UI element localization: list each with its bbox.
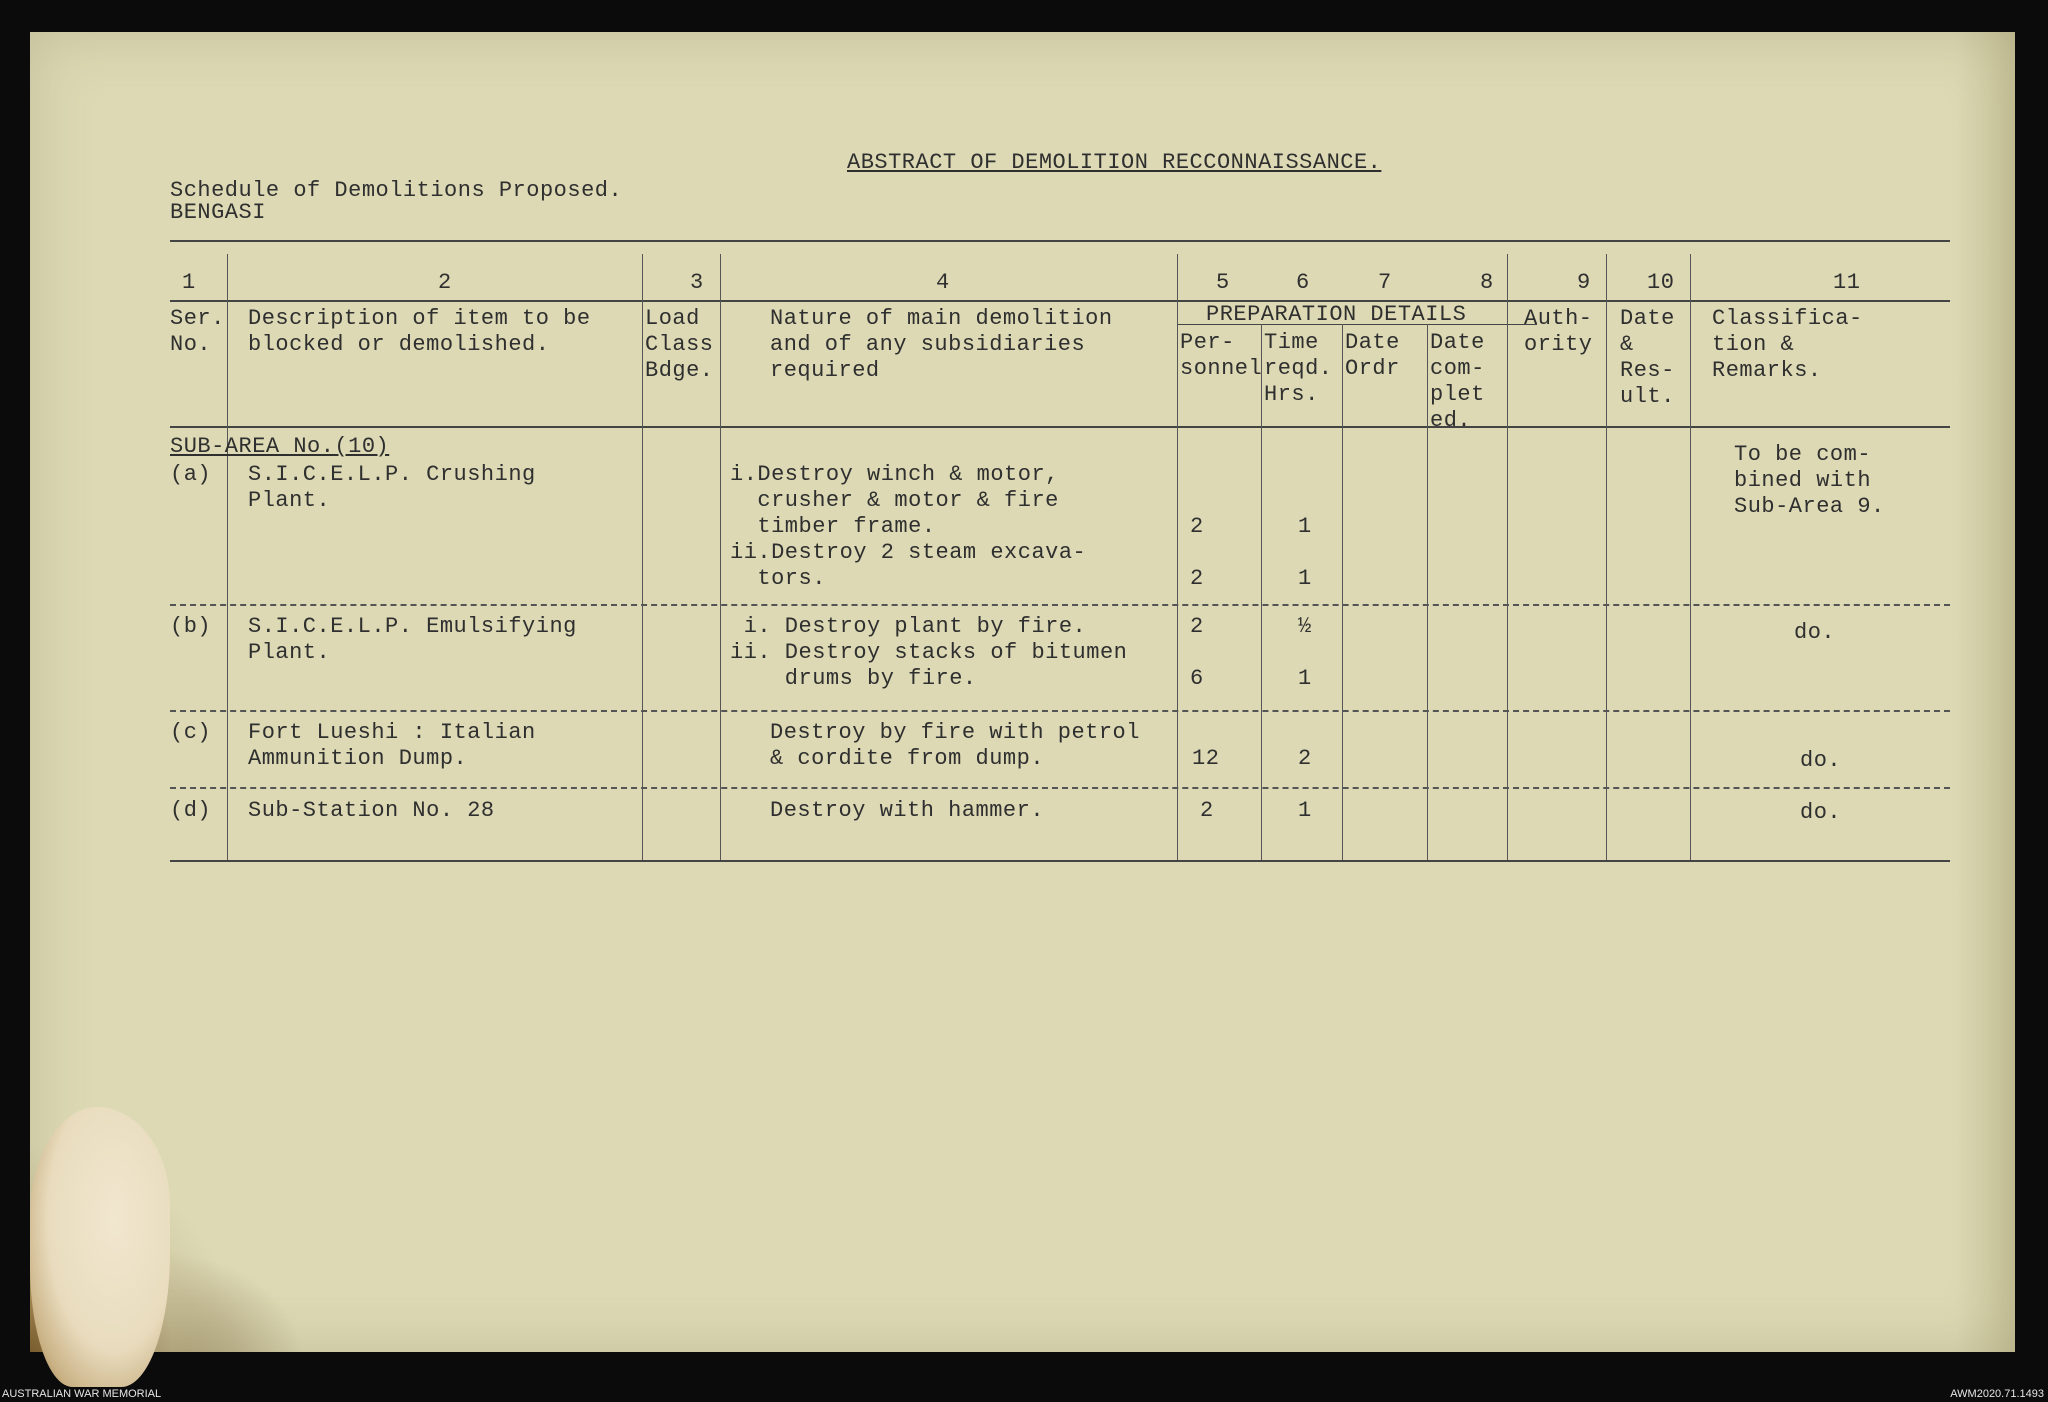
row-divider (170, 787, 1950, 789)
column-rule (227, 254, 228, 860)
row-remarks: do. (1794, 620, 1836, 645)
table-header-bottom-rule (170, 426, 1950, 428)
column-rule (1507, 254, 1508, 860)
document-page (30, 32, 2015, 1352)
row-remarks: To be com- bined with Sub-Area 9. (1734, 442, 1885, 519)
row-personnel: 2 (1190, 514, 1204, 539)
row-time: 1 (1298, 514, 1312, 539)
row-divider (170, 604, 1950, 606)
header-date-completed: Date com- plet ed. (1430, 330, 1485, 433)
schedule-heading: Schedule of Demolitions Proposed. (170, 178, 623, 203)
row-ser: (d) (170, 798, 212, 823)
header-nature: Nature of main demolition and of any subsidiaries required (770, 306, 1113, 383)
table-bottom-rule (170, 860, 1950, 862)
row-ser: (c) (170, 720, 212, 745)
row-ser: (a) (170, 462, 212, 487)
document-title: ABSTRACT OF DEMOLITION RECCONNAISSANCE. (847, 150, 1382, 175)
row-personnel: 6 (1190, 666, 1204, 691)
row-time: 2 (1298, 746, 1312, 771)
row-personnel: 2 (1190, 566, 1204, 591)
header-ser-no: Ser. No. (170, 306, 225, 357)
column-number: 1 (182, 270, 196, 295)
row-personnel: 12 (1192, 746, 1220, 771)
header-preparation-details: PREPARATION DETAILS (1206, 302, 1467, 327)
column-rule (1342, 324, 1343, 860)
row-nature: Destroy with hammer. (770, 798, 1045, 823)
column-number: 10 (1647, 270, 1675, 295)
location-heading: BENGASI (170, 200, 266, 225)
row-personnel: 2 (1200, 798, 1214, 823)
header-date-result: Date & Res- ult. (1620, 306, 1675, 409)
row-description: Fort Lueshi : Italian Ammunition Dump. (248, 720, 536, 771)
table-top-rule (170, 240, 1950, 242)
column-rule (1606, 254, 1607, 860)
column-rule (720, 254, 721, 860)
header-date-ordr: Date Ordr (1345, 330, 1400, 381)
row-description: S.I.C.E.L.P. Crushing Plant. (248, 462, 536, 513)
column-rule (1261, 324, 1262, 860)
footer-accession-number: AWM2020.71.1493 (1950, 1388, 2044, 1400)
column-number: 9 (1577, 270, 1591, 295)
column-rule (1177, 254, 1178, 860)
table-header-rule (170, 300, 1950, 302)
header-time-reqd: Time reqd. Hrs. (1264, 330, 1333, 407)
row-remarks: do. (1800, 748, 1842, 773)
column-number: 6 (1296, 270, 1310, 295)
column-rule (1427, 324, 1428, 860)
row-description: S.I.C.E.L.P. Emulsifying Plant. (248, 614, 577, 665)
row-time: 1 (1298, 566, 1312, 591)
row-time: ½ (1298, 614, 1312, 639)
burn-hole (30, 1107, 170, 1387)
row-remarks: do. (1800, 800, 1842, 825)
row-personnel: 2 (1190, 614, 1204, 639)
column-rule (642, 254, 643, 860)
header-load-class: Load Class Bdge. (645, 306, 714, 383)
row-divider (170, 710, 1950, 712)
column-number: 8 (1480, 270, 1494, 295)
column-number: 2 (438, 270, 452, 295)
column-number: 5 (1216, 270, 1230, 295)
row-nature: Destroy by fire with petrol & cordite from dump. (770, 720, 1140, 771)
header-authority: Auth- ority (1524, 306, 1593, 357)
header-description: Description of item to be blocked or demolished. (248, 306, 591, 357)
sub-area-label: SUB-AREA No.(10) (170, 434, 390, 459)
header-personnel: Per- sonnel (1180, 330, 1263, 381)
row-nature: i.Destroy winch & motor, crusher & motor & fire timber frame. ii.Destroy 2 steam excava- tors. (730, 462, 1087, 591)
column-number: 3 (690, 270, 704, 295)
column-number: 7 (1378, 270, 1392, 295)
row-nature: i. Destroy plant by fire. ii. Destroy stacks of bitumen drums by fire. (730, 614, 1128, 691)
row-description: Sub-Station No. 28 (248, 798, 495, 823)
column-number: 4 (936, 270, 950, 295)
row-time: 1 (1298, 798, 1312, 823)
header-remarks: Classifica- tion & Remarks. (1712, 306, 1863, 383)
column-number: 11 (1833, 270, 1861, 295)
column-rule (1690, 254, 1691, 860)
footer-institution: AUSTRALIAN WAR MEMORIAL (2, 1388, 162, 1400)
row-ser: (b) (170, 614, 212, 639)
row-time: 1 (1298, 666, 1312, 691)
